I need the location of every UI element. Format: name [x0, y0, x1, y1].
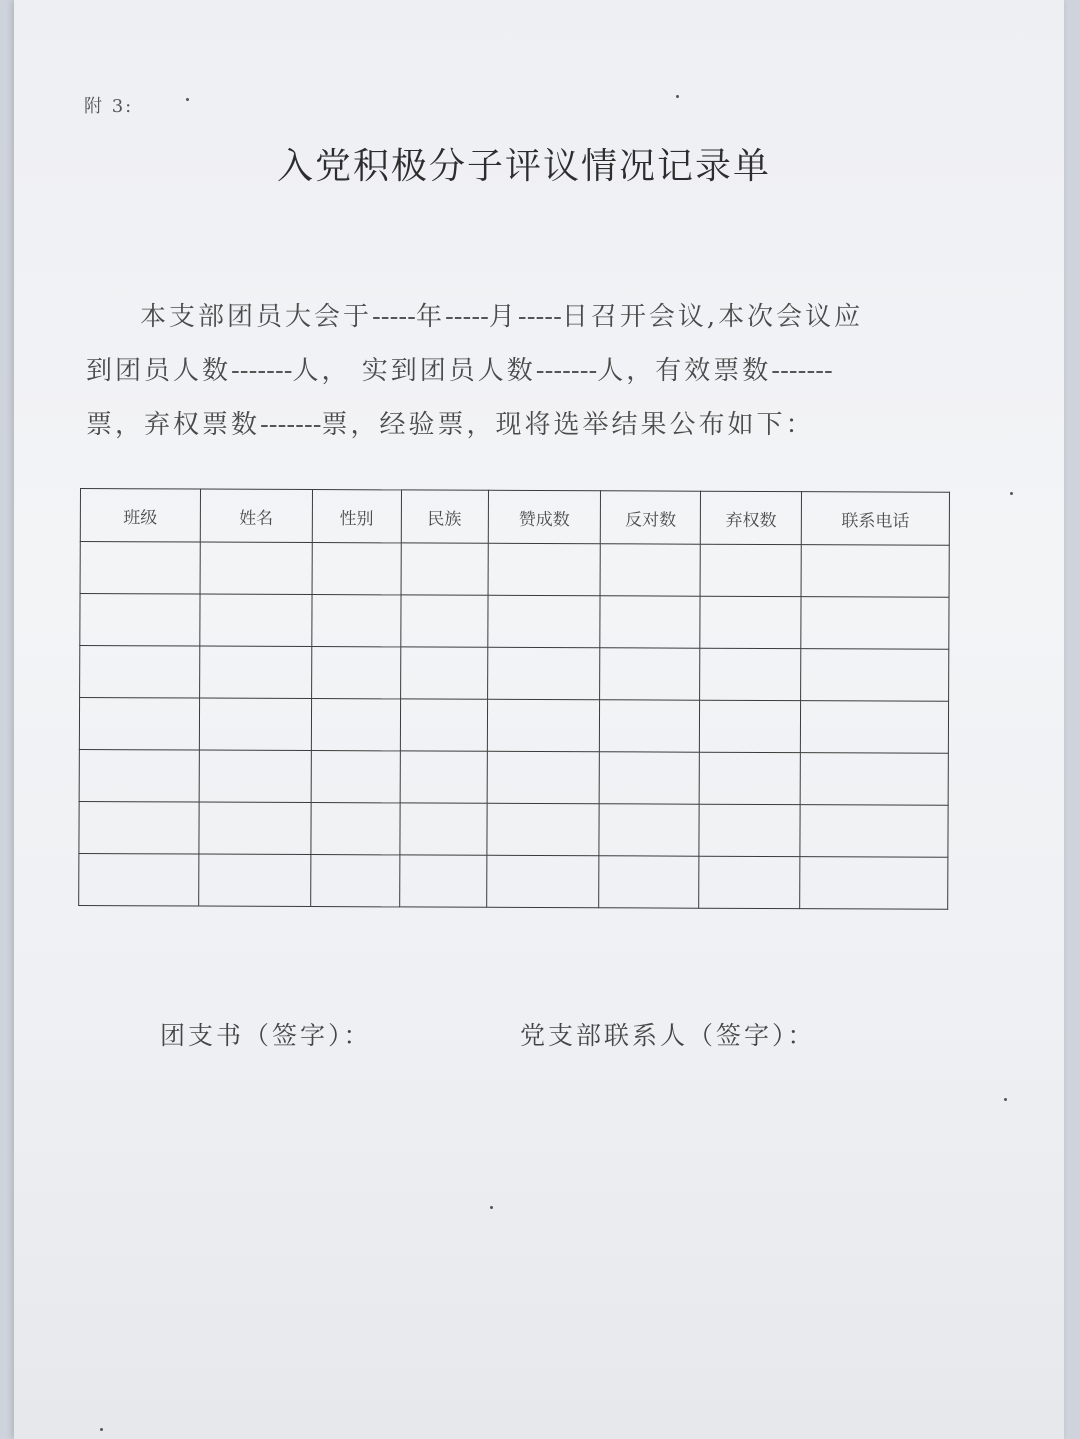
table-row — [79, 801, 948, 857]
table-cell[interactable] — [401, 543, 488, 595]
blank-actual-count: ------- — [535, 356, 598, 386]
table-cell[interactable] — [700, 544, 801, 596]
table-cell[interactable] — [699, 804, 800, 856]
table-cell[interactable] — [199, 802, 311, 854]
intro-line-2 — [86, 350, 833, 387]
table-cell[interactable] — [310, 855, 399, 907]
table-cell[interactable] — [79, 749, 199, 802]
table-cell[interactable] — [800, 753, 948, 806]
table-cell[interactable] — [400, 803, 487, 855]
page-title: 入党积极分子评议情况记录单 — [276, 146, 771, 187]
table-cell[interactable] — [801, 649, 949, 702]
blank-abstain-votes: ------- — [260, 410, 322, 440]
intro-text: 年 — [415, 302, 445, 332]
table-header-row — [80, 489, 949, 546]
table-cell[interactable] — [199, 750, 311, 802]
paper-speck — [100, 1428, 103, 1431]
table-cell[interactable] — [400, 595, 487, 647]
table-cell[interactable] — [486, 803, 599, 855]
table-cell[interactable] — [312, 543, 401, 595]
table-row — [79, 853, 948, 909]
league-secretary-signature: 团支书（签字）： — [160, 1021, 372, 1050]
header-votes-for: 赞成数 — [488, 490, 601, 543]
table-cell[interactable] — [400, 751, 487, 803]
blank-day: ----- — [517, 302, 562, 332]
intro-text: 人， 实到团员人数 — [292, 356, 536, 386]
table-cell[interactable] — [699, 856, 800, 908]
table-cell[interactable] — [487, 751, 600, 803]
document-page — [14, 0, 1064, 1439]
table-cell[interactable] — [800, 857, 948, 910]
table-cell[interactable] — [311, 699, 400, 751]
table-cell[interactable] — [600, 544, 700, 596]
table-cell[interactable] — [311, 803, 400, 855]
table-cell[interactable] — [400, 647, 487, 699]
table-cell[interactable] — [487, 699, 600, 751]
table-cell[interactable] — [700, 596, 801, 648]
table-cell[interactable] — [200, 542, 312, 594]
table-cell[interactable] — [800, 805, 948, 858]
table-cell[interactable] — [312, 595, 401, 647]
header-votes-against: 反对数 — [601, 491, 701, 544]
paper-speck — [1004, 1098, 1007, 1101]
table-cell[interactable] — [486, 855, 599, 907]
table-cell[interactable] — [79, 801, 199, 854]
table-cell[interactable] — [80, 542, 200, 595]
table-cell[interactable] — [199, 698, 311, 750]
intro-text: 人，有效票数 — [597, 356, 772, 386]
table-row — [80, 646, 949, 702]
blank-month: ----- — [444, 302, 489, 332]
header-votes-abstain: 弃权数 — [700, 491, 801, 544]
table-cell[interactable] — [600, 596, 700, 648]
paper-speck — [490, 1206, 493, 1209]
paper-speck — [1010, 492, 1013, 495]
table-cell[interactable] — [801, 597, 949, 650]
table-cell[interactable] — [80, 594, 200, 647]
header-class: 班级 — [80, 489, 200, 543]
table-cell[interactable] — [311, 647, 400, 699]
table-cell[interactable] — [700, 700, 801, 752]
table-cell[interactable] — [599, 804, 699, 856]
table-cell[interactable] — [399, 855, 486, 907]
evaluation-record-table — [78, 488, 950, 910]
table-cell[interactable] — [599, 856, 699, 908]
table-cell[interactable] — [600, 700, 700, 752]
table-cell[interactable] — [200, 594, 312, 646]
party-contact-signature: 党支部联系人（签字）： — [520, 1021, 816, 1050]
table-row — [79, 749, 948, 805]
intro-text: 票，弃权票数 — [86, 410, 261, 440]
intro-text: 票，经验票，现将选举结果公布如下： — [321, 410, 815, 440]
annex-label: 附 3: — [84, 96, 134, 117]
table-cell[interactable] — [79, 853, 199, 906]
header-name: 姓名 — [200, 489, 312, 542]
table-row — [80, 594, 949, 650]
table-cell[interactable] — [700, 648, 801, 700]
table-row — [79, 698, 948, 754]
table-cell[interactable] — [79, 698, 199, 751]
table-cell[interactable] — [487, 647, 600, 699]
paper-speck — [676, 95, 679, 98]
header-phone: 联系电话 — [801, 492, 949, 546]
table-cell[interactable] — [311, 751, 400, 803]
table-cell[interactable] — [599, 752, 699, 804]
table-cell[interactable] — [800, 701, 948, 754]
intro-text: 月 — [488, 302, 518, 332]
blank-valid-votes: ------- — [771, 356, 833, 386]
intro-line-1 — [140, 296, 863, 333]
header-gender: 性别 — [312, 490, 401, 543]
table-cell[interactable] — [699, 752, 800, 804]
paper-speck — [186, 98, 189, 101]
table-cell[interactable] — [400, 699, 487, 751]
table-cell[interactable] — [488, 543, 601, 595]
intro-line-3 — [86, 404, 815, 441]
header-ethnicity: 民族 — [401, 490, 488, 543]
intro-text: 本支部团员大会于 — [140, 302, 373, 332]
table-cell[interactable] — [80, 646, 200, 699]
table-cell[interactable] — [199, 646, 311, 698]
intro-text: 到团员人数 — [86, 356, 232, 386]
table-row — [80, 542, 949, 598]
table-cell[interactable] — [600, 648, 700, 700]
table-cell[interactable] — [487, 595, 600, 647]
intro-text: 日召开会议,本次会议应 — [561, 302, 864, 332]
table-cell[interactable] — [801, 545, 949, 598]
blank-year: ----- — [372, 302, 416, 332]
table-cell[interactable] — [199, 854, 311, 906]
blank-expected-count: ------- — [231, 356, 293, 386]
